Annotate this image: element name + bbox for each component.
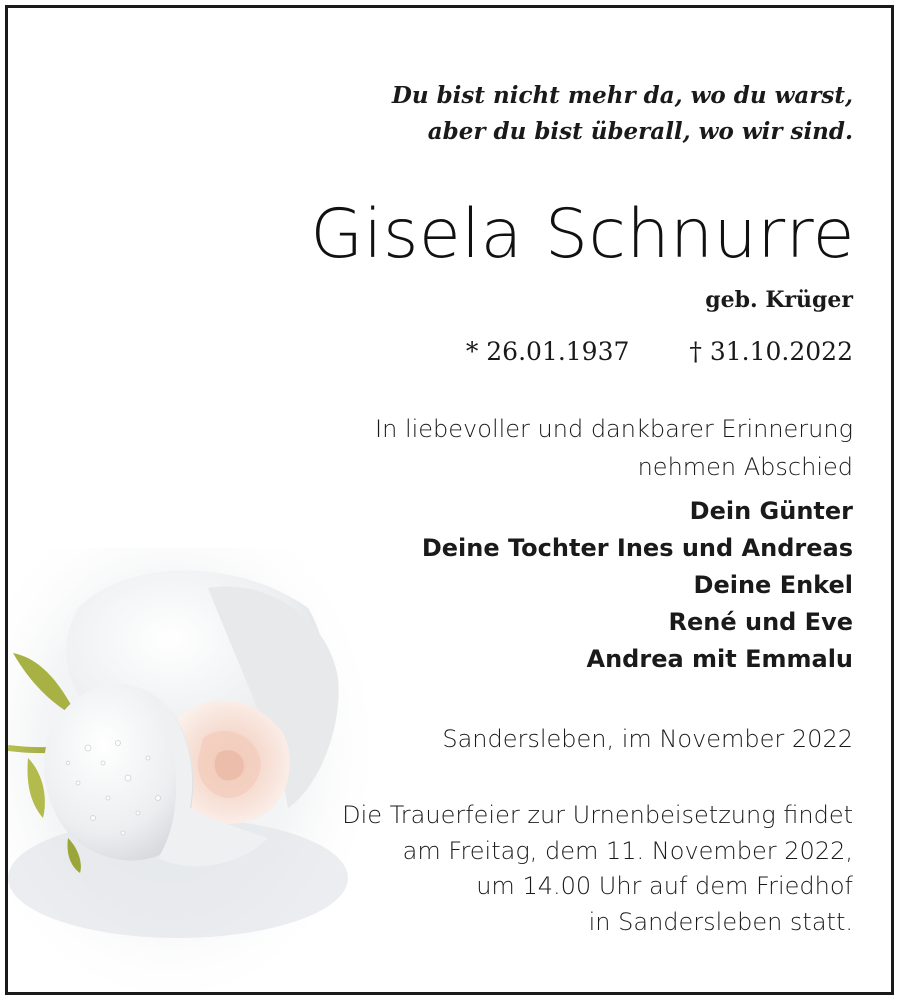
- ceremony-line: am Freitag, dem 11. November 2022,: [402, 836, 853, 865]
- mourner-line: Deine Tochter Ines und Andreas: [421, 534, 853, 562]
- mourner-line: René und Eve: [668, 608, 853, 636]
- death-date: † 31.10.2022: [689, 337, 853, 366]
- ceremony-line: in Sandersleben statt.: [588, 907, 853, 936]
- life-dates: [466, 332, 853, 372]
- ceremony-line: Die Trauerfeier zur Urnenbeisetzung findet: [342, 801, 853, 829]
- deceased-name: Gisela Schnurre: [310, 195, 855, 274]
- obituary-notice: [5, 5, 894, 995]
- quote-line: aber du bist überall, wo wir sind.: [427, 118, 853, 145]
- remembrance-text: [375, 410, 853, 486]
- birth-date: * 26.01.1937: [465, 337, 630, 366]
- memorial-quote: [392, 78, 853, 150]
- maiden-name: geb. Krüger: [705, 287, 853, 313]
- ceremony-line: um 14.00 Uhr auf dem Friedhof: [476, 872, 853, 900]
- mourner-line: Deine Enkel: [693, 571, 853, 599]
- mourners-list: [422, 493, 853, 678]
- white-rose-image: [8, 548, 368, 992]
- funeral-details: [342, 798, 853, 940]
- quote-line: Du bist nicht mehr da, wo du warst,: [391, 82, 853, 109]
- remembrance-line: In liebevoller und dankbarer Erinnerung: [375, 415, 853, 443]
- mourner-line: Dein Günter: [689, 497, 853, 525]
- mourner-line: Andrea mit Emmalu: [586, 645, 853, 673]
- remembrance-line: nehmen Abschied: [637, 453, 853, 481]
- place-and-date: Sandersleben, im November 2022: [442, 725, 853, 753]
